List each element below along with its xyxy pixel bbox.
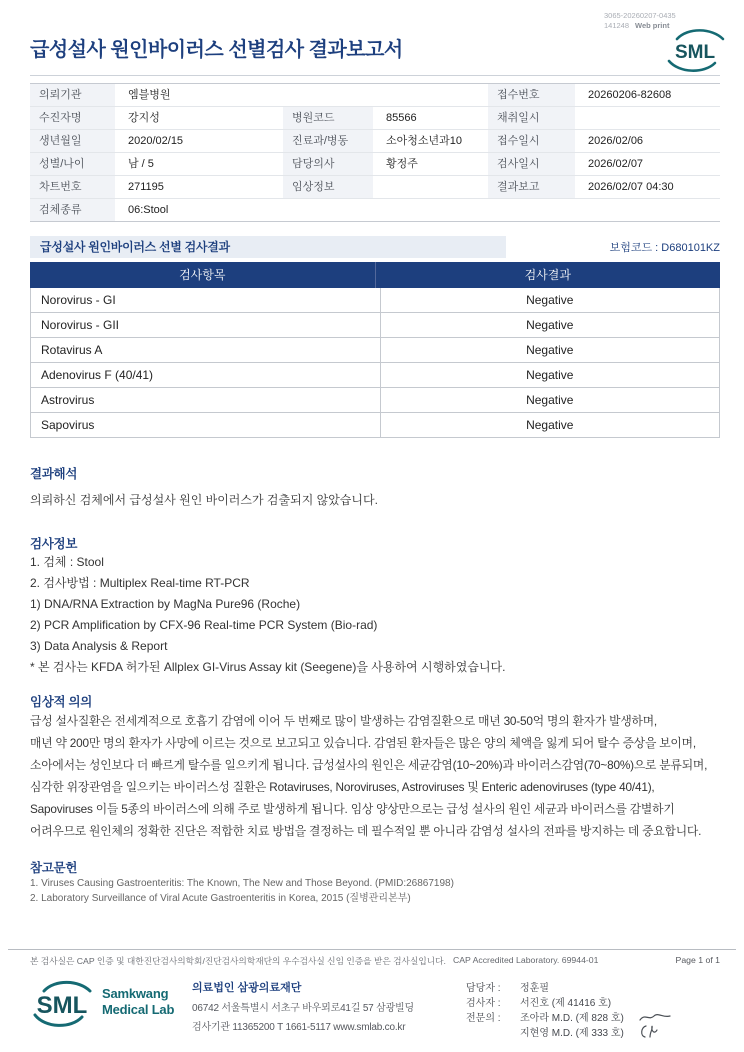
report-footer (0, 949, 744, 1052)
info-label: 접수번호 (488, 84, 575, 106)
test-result: Negative (526, 368, 574, 382)
print-code: 3065-20260207-0435 (604, 11, 676, 20)
organization-block (192, 979, 450, 1039)
info-label: 담당의사 (283, 153, 373, 175)
info-row (30, 199, 720, 222)
organization-contact: 검사기관 11365200 T 1661-5117 www.smlab.co.kr (192, 1022, 406, 1033)
info-value (575, 107, 720, 129)
footer-logo-name: Samkwang Medical Lab (102, 986, 175, 1017)
info-row (30, 84, 720, 107)
text-line: 급성 설사질환은 전세계적으로 호흡기 감염에 이어 두 번째로 많이 발생하는 감염질환으로 매년 30-50억 명의 환자가 발생하며, (30, 714, 658, 728)
info-value: 엠블병원 (128, 89, 171, 101)
test-item: Sapovirus (31, 413, 381, 437)
reference-line: 1. Viruses Causing Gastroenteritis: The Known, The New and Those Beyond. (PMID:26867198) (30, 878, 454, 889)
table-row (30, 363, 720, 388)
accreditation-text: 본 검사실은 CAP 인증 및 대한진단검사의학회/진단검사의학재단의 우수검사실 신임 인증을 받은 검사실입니다. (30, 956, 446, 966)
table-row (30, 338, 720, 363)
test-result: Negative (526, 418, 574, 432)
info-value: 2026/02/06 (588, 135, 644, 147)
info-value: 2020/02/15 (128, 135, 184, 147)
info-label: 채취일시 (488, 107, 575, 129)
print-type: Web print (635, 21, 670, 31)
section-heading: 결과해석 (30, 467, 78, 481)
info-label: 진료과/병동 (283, 130, 373, 152)
reference-line: 2. Laboratory Surveillance of Viral Acute Gastroenteritis in Korea, 2015 (질병관리본부) (30, 893, 411, 904)
text-line: 1) DNA/RNA Extraction by MagNa Pure96 (Roche) (30, 597, 301, 611)
table-row (30, 413, 720, 438)
info-label: 결과보고 (488, 176, 575, 198)
signature-icon (638, 1010, 672, 1024)
info-label: 차트번호 (30, 176, 115, 198)
table-row (30, 288, 720, 313)
info-value: 남 / 5 (128, 158, 154, 170)
page-title: 급성설사 원인바이러스 선별검사 결과보고서 (30, 39, 403, 61)
info-value: 2026/02/07 (588, 158, 644, 170)
footer-logo (30, 977, 180, 1039)
info-row (30, 130, 720, 153)
info-label: 병원코드 (283, 107, 373, 129)
results-table-header (30, 262, 720, 288)
print-number: 141248 (604, 21, 630, 31)
text-line: * 본 검사는 KFDA 허가된 Allplex GI-Virus Assay kit (Seegene)을 사용하여 시행하였습니다. (30, 660, 506, 674)
info-value: 06:Stool (128, 204, 169, 216)
info-row (30, 107, 720, 130)
results-table (30, 262, 720, 438)
sml-logo-icon (664, 26, 728, 76)
text-line: 심각한 위장관염을 일으키는 바이러스성 질환은 Rotaviruses, Noroviruses, Astroviruses 및 Enteric adenoviruses (type 40/41), (30, 780, 655, 794)
table-row (30, 313, 720, 338)
info-value: 85566 (386, 112, 417, 124)
column-header-item: 검사항목 (30, 262, 376, 288)
text-line: 1. 검체 : Stool (30, 555, 104, 569)
insurance-code: 보험코드 : D680101KZ (609, 242, 720, 254)
staff-name: 정훈필 (520, 983, 549, 994)
staff-row (466, 1009, 720, 1024)
test-result: Negative (526, 393, 574, 407)
info-value: 271195 (128, 181, 164, 193)
staff-role: 검사자 : (466, 998, 501, 1009)
text-line: 매년 약 200만 명의 환자가 사망에 이르는 것으로 보고되고 있습니다. 감염된 환자들은 많은 양의 체액을 잃게 되어 탈수 증상을 보이며, (30, 736, 696, 750)
info-value: 소아청소년과10 (386, 135, 462, 147)
test-item: Adenovirus F (40/41) (31, 363, 381, 387)
info-value: 20260206-82608 (588, 89, 672, 101)
section-heading: 참고문헌 (30, 861, 78, 875)
section-heading: 임상적 의의 (30, 695, 93, 709)
page-number: Page 1 of 1 (675, 955, 720, 965)
staff-row (466, 1024, 720, 1039)
info-label: 임상정보 (283, 176, 373, 198)
text-line: 3) Data Analysis & Report (30, 639, 168, 653)
info-value (373, 176, 488, 198)
text-line: 2) PCR Amplification by CFX-96 Real-time PCR System (Bio-rad) (30, 618, 378, 632)
info-label: 성별/나이 (30, 153, 115, 175)
info-value: 2026/02/07 04:30 (588, 181, 674, 193)
staff-row (466, 979, 720, 994)
results-section-title: 급성설사 원인바이러스 선별 검사결과 (30, 236, 506, 258)
staff-name: 조아라 M.D. (제 828 호) (520, 1013, 624, 1024)
info-row (30, 153, 720, 176)
text-line: 어려우므로 원인체의 정확한 진단은 적합한 치료 방법을 결정하는 데 필수적일 뿐 아니라 감염성 설사의 전파를 방지하는 데 중요합니다. (30, 824, 702, 838)
organization-address: 06742 서울특별시 서초구 바우뫼로41길 57 삼광빌딩 (192, 1003, 414, 1014)
test-item: Norovirus - GII (31, 313, 381, 337)
text-line: 2. 검사방법 : Multiplex Real-time RT-PCR (30, 576, 250, 590)
text-line: Sapoviruses 이들 5종의 바이러스에 의해 주로 발생하게 됩니다. 임상 양상만으로는 급성 설사의 원인 세균과 바이러스를 감별하기 (30, 802, 675, 816)
staff-role: 전문의 : (466, 1013, 501, 1024)
references-section (30, 858, 720, 906)
test-info-section (30, 534, 720, 678)
test-item: Norovirus - GI (31, 288, 381, 312)
svg-text:SML: SML (674, 42, 716, 63)
test-item: Astrovirus (31, 388, 381, 412)
patient-info-table (30, 83, 720, 222)
svg-text:SML: SML (36, 992, 88, 1019)
info-value: 강지성 (128, 112, 160, 124)
text-line: 소아에서는 성인보다 더 빠르게 탈수를 일으키게 됩니다. 급성설사의 원인은 세균감염(10~20%)과 바이러스감염(70~80%)으로 분류되며, (30, 758, 708, 772)
info-label: 생년월일 (30, 130, 115, 152)
staff-name: 지현영 M.D. (제 333 호) (520, 1028, 624, 1039)
interpretation-section (30, 464, 720, 508)
info-value: 황정주 (386, 158, 418, 170)
signature-icon (638, 1024, 660, 1040)
report-header (30, 0, 720, 76)
info-label: 검체종류 (30, 199, 115, 221)
title-divider (30, 75, 720, 76)
staff-role: 담당자 : (466, 983, 501, 994)
organization-name: 의료법인 삼광의료재단 (192, 982, 302, 994)
clinical-significance-section (30, 692, 720, 842)
footer-main (0, 967, 744, 1039)
test-result: Negative (526, 293, 574, 307)
interpretation-text: 의뢰하신 검체에서 급성설사 원인 바이러스가 검출되지 않았습니다. (30, 493, 378, 507)
info-label: 검사일시 (488, 153, 575, 175)
column-header-result: 검사결과 (524, 268, 571, 282)
info-label: 접수일시 (488, 130, 575, 152)
cap-accreditation-number: CAP Accredited Laboratory. 69944-01 (452, 955, 599, 965)
info-label: 수진자명 (30, 107, 115, 129)
test-result: Negative (526, 343, 574, 357)
staff-row (466, 994, 720, 1009)
table-row (30, 388, 720, 413)
section-heading: 검사정보 (30, 537, 78, 551)
sml-logo-icon (30, 977, 96, 1031)
results-section-header (30, 236, 720, 258)
info-label: 의뢰기관 (30, 84, 115, 106)
accreditation-row (0, 950, 744, 967)
staff-name: 서진호 (제 41416 호) (520, 998, 612, 1009)
test-item: Rotavirus A (31, 338, 381, 362)
test-result: Negative (526, 318, 574, 332)
staff-block (466, 979, 720, 1039)
info-row (30, 176, 720, 199)
